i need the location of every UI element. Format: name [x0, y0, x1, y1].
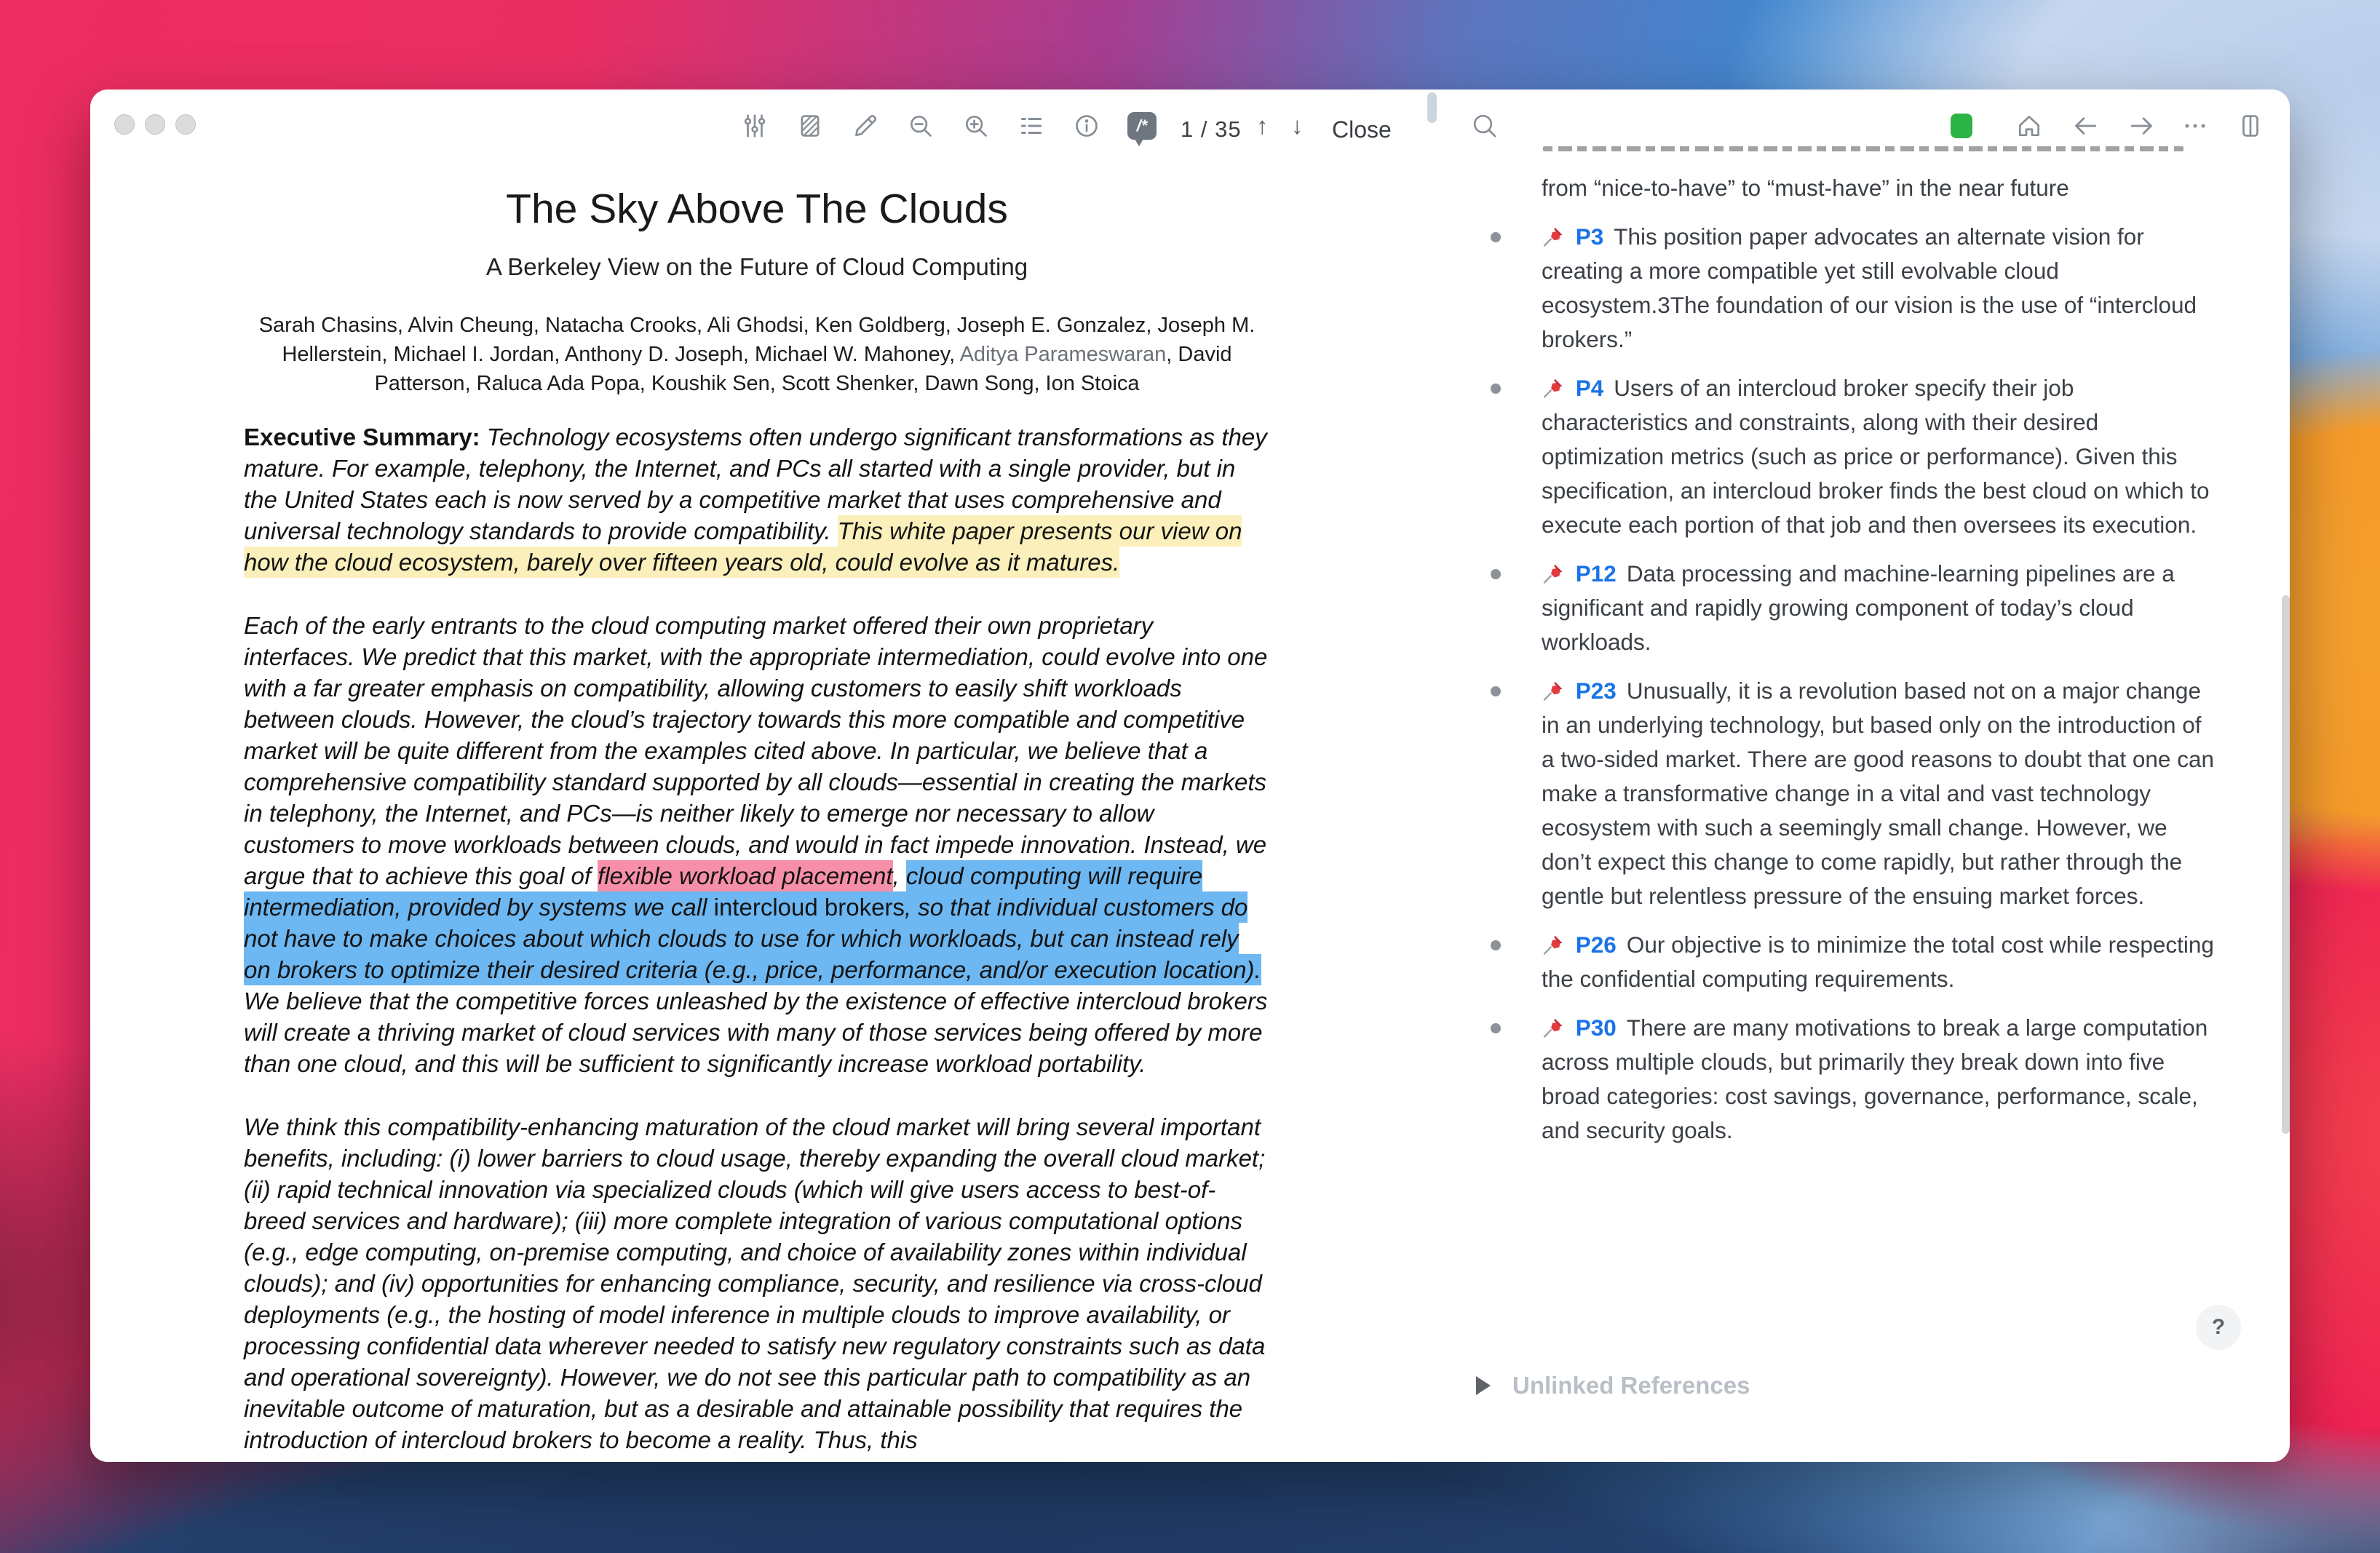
- note-item-p3[interactable]: [1518, 220, 2217, 357]
- code-comment-bubble: /*: [1127, 112, 1157, 140]
- truncated-note-line-sliver: [1543, 146, 2183, 151]
- document-authors: [237, 311, 1277, 398]
- text-segment: This white paper presents our view on how the cloud ecosystem, barely over fifteen years old, could evolve as it matures.: [244, 515, 1242, 578]
- document-body: [244, 421, 1270, 1455]
- note-item-p12[interactable]: [1518, 557, 2217, 659]
- text-segment: We think this compatibility-enhancing maturation of the cloud market will bring several important benefits, including: (i) lower barriers to cloud usage, thereby expanding the overall cloud market; (ii) rapid technical innovation via specialized clouds (which will give users access to best-of-breed services and hardware); (iii) more complete integration of various computational options (e.g., edge computing, on-premise computing, and choice of availability zones within individual clouds); and (iv) opportunities for enhancing compliance, security, and resilience via cross-cloud deployments (e.g., the hosting of model inference in multiple clouds to improve availability, or processing confidential data wherever needed to satisfy new regulatory constraints such as data and operational sovereignty). However, we do not see this particular path to compatibility as an inevitable outcome of maturation, but as a desirable and attainable possibility that requires the introduction of intercloud brokers to become a reality. Thus, this: [244, 1113, 1266, 1453]
- text-segment: intercloud brokers: [714, 891, 905, 923]
- notes-scroll-area[interactable]: [1427, 90, 2290, 1148]
- text-segment: Executive Summary:: [244, 424, 487, 450]
- text-segment: flexible workload placement: [598, 860, 892, 891]
- bullet-dot: [1491, 686, 1501, 696]
- note-page-label[interactable]: P12: [1575, 560, 1617, 587]
- note-page-label[interactable]: P26: [1575, 932, 1617, 958]
- bullet-dot: [1491, 232, 1501, 242]
- note-text: Data processing and machine-learning pipelines are a significant and rapidly growing component of today’s cloud workloads.: [1542, 560, 2175, 655]
- pushpin-icon: [1542, 679, 1565, 702]
- previous-page-arrow[interactable]: ↑: [1252, 111, 1273, 140]
- close-document-button[interactable]: Close: [1328, 116, 1396, 144]
- pushpin-icon: [1542, 933, 1565, 956]
- notes-pane: [1427, 90, 2290, 1462]
- note-item-p23[interactable]: [1518, 674, 2217, 913]
- pushpin-icon: [1542, 225, 1565, 248]
- next-page-arrow[interactable]: ↓: [1287, 111, 1308, 140]
- note-page-label[interactable]: P30: [1575, 1014, 1617, 1041]
- pushpin-icon: [1542, 376, 1565, 400]
- note-item-p4[interactable]: [1518, 371, 2217, 542]
- pushpin-icon: [1542, 562, 1565, 585]
- text-segment: cloud computing will require intermediation, provided by systems we call: [244, 860, 1202, 923]
- pdf-viewer-pane[interactable]: [90, 90, 1427, 1462]
- text-segment: , so that individual customers do not have to make choices about which clouds to use for which workloads, but can instead rely on brokers to optimize their desired criteria (e.g., price, performance, and/or execution location).: [244, 891, 1261, 985]
- page-indicator: 1 / 35: [1181, 116, 1242, 142]
- unlinked-references-label: Unlinked References: [1512, 1372, 1750, 1399]
- paragraph: [244, 610, 1270, 1079]
- bullet-dot: [1491, 569, 1501, 579]
- pushpin-icon: [1542, 1016, 1565, 1039]
- bullet-dot: [1491, 940, 1501, 950]
- notes-scrollbar-thumb[interactable]: [2282, 595, 2290, 1134]
- note-text: Unusually, it is a revolution based not on a major change in an underlying technology, but based only on the introduction of a two-sided market. There are good reasons to doubt that one can make a transformative change in a vital and vast technology ecosystem with such a seemingly small change. However, we don’t expect this change to come rapidly, but rather through the gentle but relentless pressure of the ensuing market forces.: [1542, 678, 2214, 909]
- notes-list: [1518, 220, 2218, 1148]
- note-page-label[interactable]: P3: [1575, 223, 1604, 250]
- text-segment: , David Patterson, Raluca Ada Popa, Koushik Sen, Scott Shenker, Dawn Song, Ion Stoica: [374, 343, 1232, 395]
- app-window: [90, 90, 2290, 1462]
- note-page-label[interactable]: P23: [1575, 678, 1617, 704]
- unlinked-references-toggle[interactable]: [1476, 1372, 1750, 1399]
- truncated-note-continuation: from “nice-to-have” to “must-have” in the near future: [1542, 175, 2069, 201]
- text-segment: Technology ecosystems often undergo significant transformations as they mature. For example, telephony, the Internet, and PCs all started with a single provider, but in the United States each is now served by a competitive market that uses comprehensive and universal technology standards to provide compatibility.: [244, 424, 1267, 544]
- note-text: Users of an intercloud broker specify their job characteristics and constraints, along with their desired optimization metrics (such as price or performance). Given this specification, an intercloud broker finds the best cloud on which to execute each portion of that job and then oversees its execution.: [1542, 375, 2210, 538]
- pdf-page: [244, 90, 1270, 1455]
- paragraph: [244, 1111, 1270, 1455]
- text-segment: Sarah Chasins, Alvin Cheung, Natacha Crooks, Ali Ghodsi, Ken Goldberg, Joseph E. Gonzalez, Joseph M. Hellerstein, Michael I. Jordan, Anthony D. Joseph, Michael W. Mahoney,: [258, 314, 1256, 366]
- help-button[interactable]: ?: [2196, 1305, 2241, 1350]
- disclosure-triangle-icon: [1476, 1376, 1491, 1395]
- document-subtitle: A Berkeley View on the Future of Cloud Computing: [485, 253, 1028, 280]
- text-segment: Each of the early entrants to the cloud computing market offered their own proprietary interfaces. We predict that this market, with the appropriate intermediation, could evolve into one with a far greater emphasis on compatibility, allowing customers to easily shift workloads between clouds. However, the cloud’s trajectory towards this more compatible and competitive market will be quite different from the examples cited above. In particular, we believe that a comprehensive compatibility standard supported by all clouds—essential in creating the markets in telephony, the Internet, and PCs—is neither likely to emerge nor necessary to allow customers to move workloads between clouds, and would in fact impede innovation. Instead, we argue that to achieve this goal of: [244, 612, 1268, 889]
- note-text: Our objective is to minimize the total cost while respecting the confidential computing requirements.: [1542, 932, 2214, 992]
- note-page-label[interactable]: P4: [1575, 375, 1604, 401]
- text-segment: Aditya Parameswaran: [959, 343, 1167, 366]
- note-item-p26[interactable]: [1518, 928, 2217, 996]
- note-text: This position paper advocates an alternate vision for creating a more compatible yet still evolvable cloud ecosystem.3The foundation of our vision is the use of “intercloud brokers.”: [1542, 223, 2197, 352]
- note-text: There are many motivations to break a large computation across multiple clouds, but primarily they break down into five broad categories: cost savings, governance, performance, scale, and security goals.: [1542, 1014, 2208, 1143]
- bullet-dot: [1491, 384, 1501, 394]
- paragraph: [244, 421, 1270, 578]
- document-title: The Sky Above The Clouds: [506, 186, 1008, 232]
- note-item-p30[interactable]: [1518, 1011, 2217, 1148]
- text-segment: We believe that the competitive forces unleashed by the existence of effective intercloud brokers will create a thriving market of cloud services with many of those services being offered by more than one cloud, and this will be sufficient to significantly increase workload portability.: [244, 988, 1268, 1077]
- bullet-dot: [1491, 1023, 1501, 1033]
- text-segment: ,: [892, 862, 906, 889]
